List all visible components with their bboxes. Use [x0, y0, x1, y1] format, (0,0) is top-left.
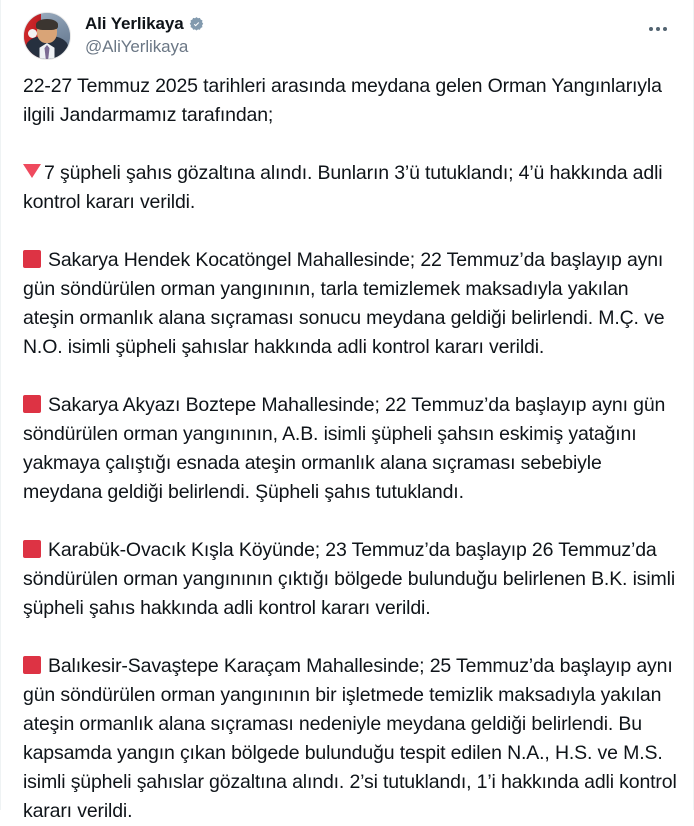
paragraph-text: Sakarya Hendek Kocatöngel Mahallesinde; 22 Temmuz’da başlayıp aynı gün söndürülen orman yangınının, tarla temizlemek maksadıyla yakılan ateşin ormanlık alana sıçraması sonucu meydana geldiği belirlendi. M.Ç. ve N.O. isimli şüpheli şahıslar hakkında adli kontrol kararı verildi. — [23, 249, 665, 358]
tweet-paragraph — [23, 246, 679, 362]
triangle-down-icon — [23, 164, 41, 178]
tweet-paragraph — [23, 159, 679, 217]
red-square-icon — [23, 395, 41, 413]
paragraph-text: 7 şüpheli şahıs gözaltına alındı. Bunların 3’ü tutuklandı; 4’ü hakkında adli kontrol kararı verildi. — [23, 162, 663, 213]
more-dot — [656, 27, 660, 31]
tweet-text-body — [1, 58, 693, 826]
red-square-icon — [23, 250, 41, 268]
author-identity — [85, 12, 205, 58]
tweet-paragraph — [23, 72, 679, 130]
more-options-button[interactable] — [643, 14, 673, 44]
tweet-header — [1, 0, 693, 58]
author-handle[interactable]: @AliYerlikaya — [85, 37, 189, 56]
avatar[interactable] — [23, 12, 71, 60]
verified-badge-icon — [188, 16, 205, 33]
paragraph-text: Karabük-Ovacık Kışla Köyünde; 23 Temmuz’da başlayıp 26 Temmuz’da söndürülen orman yangınının çıktığı bölgede bulunduğu belirlenen B.K. isimli şüpheli şahıs hakkında adli kontrol kararı verildi. — [23, 539, 676, 619]
red-square-icon — [23, 540, 41, 558]
red-square-icon — [23, 656, 41, 674]
paragraph-text: Sakarya Akyazı Boztepe Mahallesinde; 22 Temmuz’da başlayıp aynı gün söndürülen orman yangınının, A.B. isimli şüpheli şahsın eskimiş yatağını yakmaya çalıştığı esnada ateşin ormanlık alana sıçraması sebebiyle meydana geldiği belirlendi. Şüpheli şahıs tutuklandı. — [23, 394, 666, 503]
avatar-hair — [36, 19, 58, 30]
tweet-paragraph — [23, 536, 679, 623]
author-display-name: Ali Yerlikaya — [85, 14, 184, 33]
paragraph-text: Balıkesir-Savaştepe Karaçam Mahallesinde; 25 Temmuz’da başlayıp aynı gün söndürülen orman yangınının bir işletmede temizlik maksadıyla yakılan ateşin ormanlık alana sıçraması nedeniyle meydana geldiği belirlendi. Bu kapsamda yangın çıkan bölgede bulunduğu tespit edilen N.A., H.S. ve M.S. isimli şüpheli şahıslar gözaltına alındı. 2’si tutuklandı, 1’i hakkında adli kontrol kararı verildi. — [23, 655, 677, 822]
tweet-paragraph — [23, 652, 679, 826]
tweet-paragraph — [23, 391, 679, 507]
more-dot — [649, 27, 653, 31]
more-dot — [663, 27, 667, 31]
author-name-row[interactable] — [85, 13, 205, 34]
paragraph-text: 22-27 Temmuz 2025 tarihleri arasında meydana gelen Orman Yangınlarıyla ilgili Jandarmamız tarafından; — [23, 75, 662, 126]
